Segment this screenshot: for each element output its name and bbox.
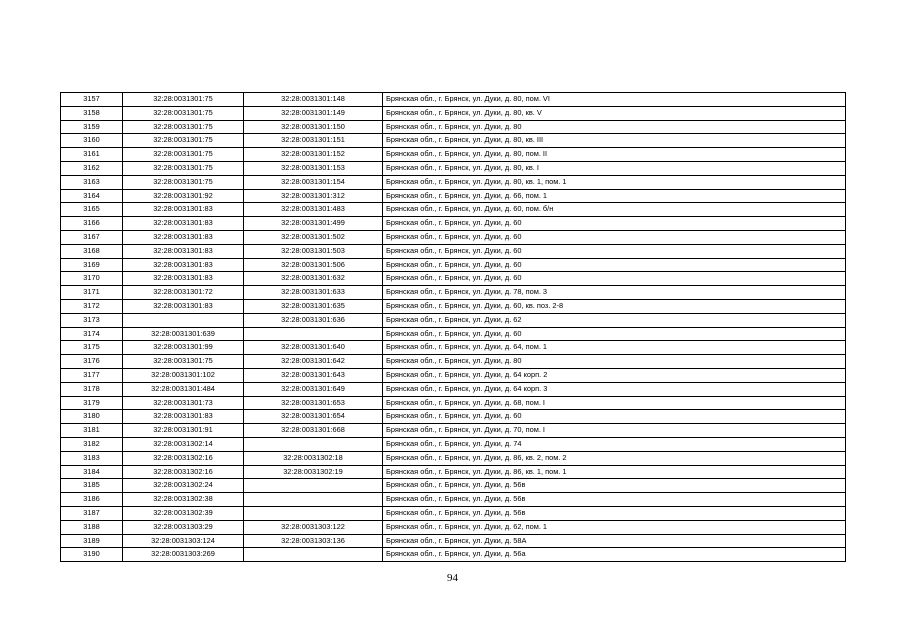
land-parcel-number-cell: 32:28:0031301:75 <box>123 355 244 369</box>
building-number-cell: 32:28:0031301:668 <box>244 424 383 438</box>
row-number-cell: 3173 <box>61 313 123 327</box>
building-number-cell: 32:28:0031301:154 <box>244 175 383 189</box>
building-number-cell: 32:28:0031301:635 <box>244 299 383 313</box>
address-cell: Брянская обл., г. Брянск, ул. Дуки, д. 78, пом. 3 <box>383 286 846 300</box>
table-row <box>61 341 846 355</box>
building-number-cell: 32:28:0031301:499 <box>244 217 383 231</box>
row-number-cell: 3159 <box>61 120 123 134</box>
land-parcel-number-cell: 32:28:0031301:484 <box>123 382 244 396</box>
land-parcel-number-cell: 32:28:0031302:14 <box>123 437 244 451</box>
table-row <box>61 548 846 562</box>
table-row <box>61 424 846 438</box>
row-number-cell: 3174 <box>61 327 123 341</box>
building-number-cell: 32:28:0031302:19 <box>244 465 383 479</box>
table-row <box>61 93 846 107</box>
row-number-cell: 3184 <box>61 465 123 479</box>
row-number-cell: 3175 <box>61 341 123 355</box>
page-number: 94 <box>447 572 458 584</box>
table-row <box>61 327 846 341</box>
table-row <box>61 120 846 134</box>
land-parcel-number-cell: 32:28:0031301:83 <box>123 410 244 424</box>
building-number-cell <box>244 479 383 493</box>
table-row <box>61 217 846 231</box>
address-cell: Брянская обл., г. Брянск, ул. Дуки, д. 60 <box>383 230 846 244</box>
address-cell: Брянская обл., г. Брянск, ул. Дуки, д. 62 <box>383 313 846 327</box>
row-number-cell: 3187 <box>61 506 123 520</box>
address-cell: Брянская обл., г. Брянск, ул. Дуки, д. 62, пом. 1 <box>383 520 846 534</box>
table-row <box>61 506 846 520</box>
address-cell: Брянская обл., г. Брянск, ул. Дуки, д. 60 <box>383 217 846 231</box>
table-row <box>61 230 846 244</box>
table-row <box>61 175 846 189</box>
row-number-cell: 3165 <box>61 203 123 217</box>
table-row <box>61 382 846 396</box>
building-number-cell: 32:28:0031301:148 <box>244 93 383 107</box>
land-parcel-number-cell: 32:28:0031301:75 <box>123 93 244 107</box>
address-cell: Брянская обл., г. Брянск, ул. Дуки, д. 56в <box>383 493 846 507</box>
address-cell: Брянская обл., г. Брянск, ул. Дуки, д. 64 корп. 2 <box>383 368 846 382</box>
land-parcel-number-cell: 32:28:0031302:24 <box>123 479 244 493</box>
address-cell: Брянская обл., г. Брянск, ул. Дуки, д. 80, кв. III <box>383 134 846 148</box>
address-cell: Брянская обл., г. Брянск, ул. Дуки, д. 80 <box>383 120 846 134</box>
table-row <box>61 465 846 479</box>
land-parcel-number-cell: 32:28:0031301:83 <box>123 258 244 272</box>
building-number-cell <box>244 506 383 520</box>
address-cell: Брянская обл., г. Брянск, ул. Дуки, д. 66, пом. 1 <box>383 189 846 203</box>
land-parcel-number-cell: 32:28:0031301:99 <box>123 341 244 355</box>
land-parcel-number-cell: 32:28:0031301:83 <box>123 299 244 313</box>
land-parcel-number-cell: 32:28:0031301:73 <box>123 396 244 410</box>
table-row <box>61 437 846 451</box>
land-parcel-number-cell: 32:28:0031301:75 <box>123 161 244 175</box>
address-cell: Брянская обл., г. Брянск, ул. Дуки, д. 80, кв. V <box>383 106 846 120</box>
address-cell: Брянская обл., г. Брянск, ул. Дуки, д. 80, пом. VI <box>383 93 846 107</box>
land-parcel-number-cell: 32:28:0031301:83 <box>123 272 244 286</box>
table-row <box>61 451 846 465</box>
building-number-cell <box>244 327 383 341</box>
address-cell: Брянская обл., г. Брянск, ул. Дуки, д. 80, кв. I <box>383 161 846 175</box>
building-number-cell: 32:28:0031301:653 <box>244 396 383 410</box>
row-number-cell: 3169 <box>61 258 123 272</box>
building-number-cell: 32:28:0031301:151 <box>244 134 383 148</box>
row-number-cell: 3158 <box>61 106 123 120</box>
row-number-cell: 3179 <box>61 396 123 410</box>
building-number-cell: 32:28:0031303:136 <box>244 534 383 548</box>
table-row <box>61 258 846 272</box>
row-number-cell: 3185 <box>61 479 123 493</box>
row-number-cell: 3160 <box>61 134 123 148</box>
address-cell: Брянская обл., г. Брянск, ул. Дуки, д. 68, пом. I <box>383 396 846 410</box>
table-row <box>61 410 846 424</box>
building-number-cell <box>244 437 383 451</box>
building-number-cell: 32:28:0031301:640 <box>244 341 383 355</box>
building-number-cell: 32:28:0031301:649 <box>244 382 383 396</box>
land-parcel-number-cell: 32:28:0031301:75 <box>123 120 244 134</box>
building-number-cell: 32:28:0031301:149 <box>244 106 383 120</box>
cadastral-table <box>60 92 846 562</box>
land-parcel-number-cell: 32:28:0031301:83 <box>123 244 244 258</box>
address-cell: Брянская обл., г. Брянск, ул. Дуки, д. 60, пом. б/н <box>383 203 846 217</box>
row-number-cell: 3178 <box>61 382 123 396</box>
row-number-cell: 3172 <box>61 299 123 313</box>
land-parcel-number-cell: 32:28:0031301:102 <box>123 368 244 382</box>
row-number-cell: 3186 <box>61 493 123 507</box>
row-number-cell: 3190 <box>61 548 123 562</box>
land-parcel-number-cell: 32:28:0031302:16 <box>123 451 244 465</box>
building-number-cell: 32:28:0031301:503 <box>244 244 383 258</box>
land-parcel-number-cell: 32:28:0031301:75 <box>123 148 244 162</box>
table-row <box>61 313 846 327</box>
building-number-cell: 32:28:0031303:122 <box>244 520 383 534</box>
address-cell: Брянская обл., г. Брянск, ул. Дуки, д. 80, пом. II <box>383 148 846 162</box>
address-cell: Брянская обл., г. Брянск, ул. Дуки, д. 56а <box>383 548 846 562</box>
row-number-cell: 3182 <box>61 437 123 451</box>
land-parcel-number-cell: 32:28:0031301:75 <box>123 106 244 120</box>
land-parcel-number-cell: 32:28:0031302:39 <box>123 506 244 520</box>
address-cell: Брянская обл., г. Брянск, ул. Дуки, д. 60, кв. поз. 2-8 <box>383 299 846 313</box>
row-number-cell: 3183 <box>61 451 123 465</box>
table-row <box>61 203 846 217</box>
row-number-cell: 3176 <box>61 355 123 369</box>
building-number-cell: 32:28:0031301:643 <box>244 368 383 382</box>
table-row <box>61 106 846 120</box>
row-number-cell: 3189 <box>61 534 123 548</box>
land-parcel-number-cell: 32:28:0031303:269 <box>123 548 244 562</box>
building-number-cell: 32:28:0031301:312 <box>244 189 383 203</box>
building-number-cell: 32:28:0031301:153 <box>244 161 383 175</box>
address-cell: Брянская обл., г. Брянск, ул. Дуки, д. 74 <box>383 437 846 451</box>
address-cell: Брянская обл., г. Брянск, ул. Дуки, д. 86, кв. 2, пом. 2 <box>383 451 846 465</box>
address-cell: Брянская обл., г. Брянск, ул. Дуки, д. 70, пом. I <box>383 424 846 438</box>
address-cell: Брянская обл., г. Брянск, ул. Дуки, д. 58А <box>383 534 846 548</box>
address-cell: Брянская обл., г. Брянск, ул. Дуки, д. 64, пом. 1 <box>383 341 846 355</box>
address-cell: Брянская обл., г. Брянск, ул. Дуки, д. 60 <box>383 327 846 341</box>
row-number-cell: 3180 <box>61 410 123 424</box>
row-number-cell: 3188 <box>61 520 123 534</box>
row-number-cell: 3161 <box>61 148 123 162</box>
row-number-cell: 3170 <box>61 272 123 286</box>
address-cell: Брянская обл., г. Брянск, ул. Дуки, д. 80 <box>383 355 846 369</box>
building-number-cell: 32:28:0031301:642 <box>244 355 383 369</box>
building-number-cell: 32:28:0031301:152 <box>244 148 383 162</box>
table-row <box>61 493 846 507</box>
table-row <box>61 479 846 493</box>
land-parcel-number-cell: 32:28:0031303:124 <box>123 534 244 548</box>
row-number-cell: 3162 <box>61 161 123 175</box>
land-parcel-number-cell: 32:28:0031301:92 <box>123 189 244 203</box>
land-parcel-number-cell: 32:28:0031301:75 <box>123 175 244 189</box>
building-number-cell: 32:28:0031301:506 <box>244 258 383 272</box>
table-row <box>61 396 846 410</box>
land-parcel-number-cell: 32:28:0031301:75 <box>123 134 244 148</box>
building-number-cell: 32:28:0031301:483 <box>244 203 383 217</box>
building-number-cell <box>244 548 383 562</box>
row-number-cell: 3171 <box>61 286 123 300</box>
land-parcel-number-cell: 32:28:0031302:16 <box>123 465 244 479</box>
address-cell: Брянская обл., г. Брянск, ул. Дуки, д. 56в <box>383 479 846 493</box>
building-number-cell: 32:28:0031302:18 <box>244 451 383 465</box>
land-parcel-number-cell: 32:28:0031303:29 <box>123 520 244 534</box>
building-number-cell: 32:28:0031301:502 <box>244 230 383 244</box>
table-body <box>61 93 846 562</box>
land-parcel-number-cell: 32:28:0031301:72 <box>123 286 244 300</box>
address-cell: Брянская обл., г. Брянск, ул. Дуки, д. 60 <box>383 272 846 286</box>
table-row <box>61 148 846 162</box>
table-row <box>61 161 846 175</box>
building-number-cell: 32:28:0031301:632 <box>244 272 383 286</box>
row-number-cell: 3157 <box>61 93 123 107</box>
row-number-cell: 3166 <box>61 217 123 231</box>
table-row <box>61 272 846 286</box>
table-row <box>61 520 846 534</box>
row-number-cell: 3167 <box>61 230 123 244</box>
building-number-cell: 32:28:0031301:654 <box>244 410 383 424</box>
table-row <box>61 299 846 313</box>
row-number-cell: 3181 <box>61 424 123 438</box>
address-cell: Брянская обл., г. Брянск, ул. Дуки, д. 86, кв. 1, пом. 1 <box>383 465 846 479</box>
building-number-cell: 32:28:0031301:150 <box>244 120 383 134</box>
land-parcel-number-cell: 32:28:0031302:38 <box>123 493 244 507</box>
building-number-cell <box>244 493 383 507</box>
building-number-cell: 32:28:0031301:636 <box>244 313 383 327</box>
table-row <box>61 355 846 369</box>
address-cell: Брянская обл., г. Брянск, ул. Дуки, д. 56в <box>383 506 846 520</box>
table-row <box>61 368 846 382</box>
row-number-cell: 3163 <box>61 175 123 189</box>
table-row <box>61 286 846 300</box>
table-row <box>61 189 846 203</box>
table-row <box>61 244 846 258</box>
address-cell: Брянская обл., г. Брянск, ул. Дуки, д. 64 корп. 3 <box>383 382 846 396</box>
row-number-cell: 3177 <box>61 368 123 382</box>
land-parcel-number-cell: 32:28:0031301:83 <box>123 217 244 231</box>
building-number-cell: 32:28:0031301:633 <box>244 286 383 300</box>
land-parcel-number-cell: 32:28:0031301:83 <box>123 230 244 244</box>
address-cell: Брянская обл., г. Брянск, ул. Дуки, д. 60 <box>383 258 846 272</box>
address-cell: Брянская обл., г. Брянск, ул. Дуки, д. 60 <box>383 410 846 424</box>
table-row <box>61 134 846 148</box>
row-number-cell: 3168 <box>61 244 123 258</box>
land-parcel-number-cell: 32:28:0031301:91 <box>123 424 244 438</box>
land-parcel-number-cell: 32:28:0031301:639 <box>123 327 244 341</box>
land-parcel-number-cell: 32:28:0031301:83 <box>123 203 244 217</box>
table-row <box>61 534 846 548</box>
address-cell: Брянская обл., г. Брянск, ул. Дуки, д. 80, кв. 1, пом. 1 <box>383 175 846 189</box>
address-cell: Брянская обл., г. Брянск, ул. Дуки, д. 60 <box>383 244 846 258</box>
row-number-cell: 3164 <box>61 189 123 203</box>
land-parcel-number-cell <box>123 313 244 327</box>
